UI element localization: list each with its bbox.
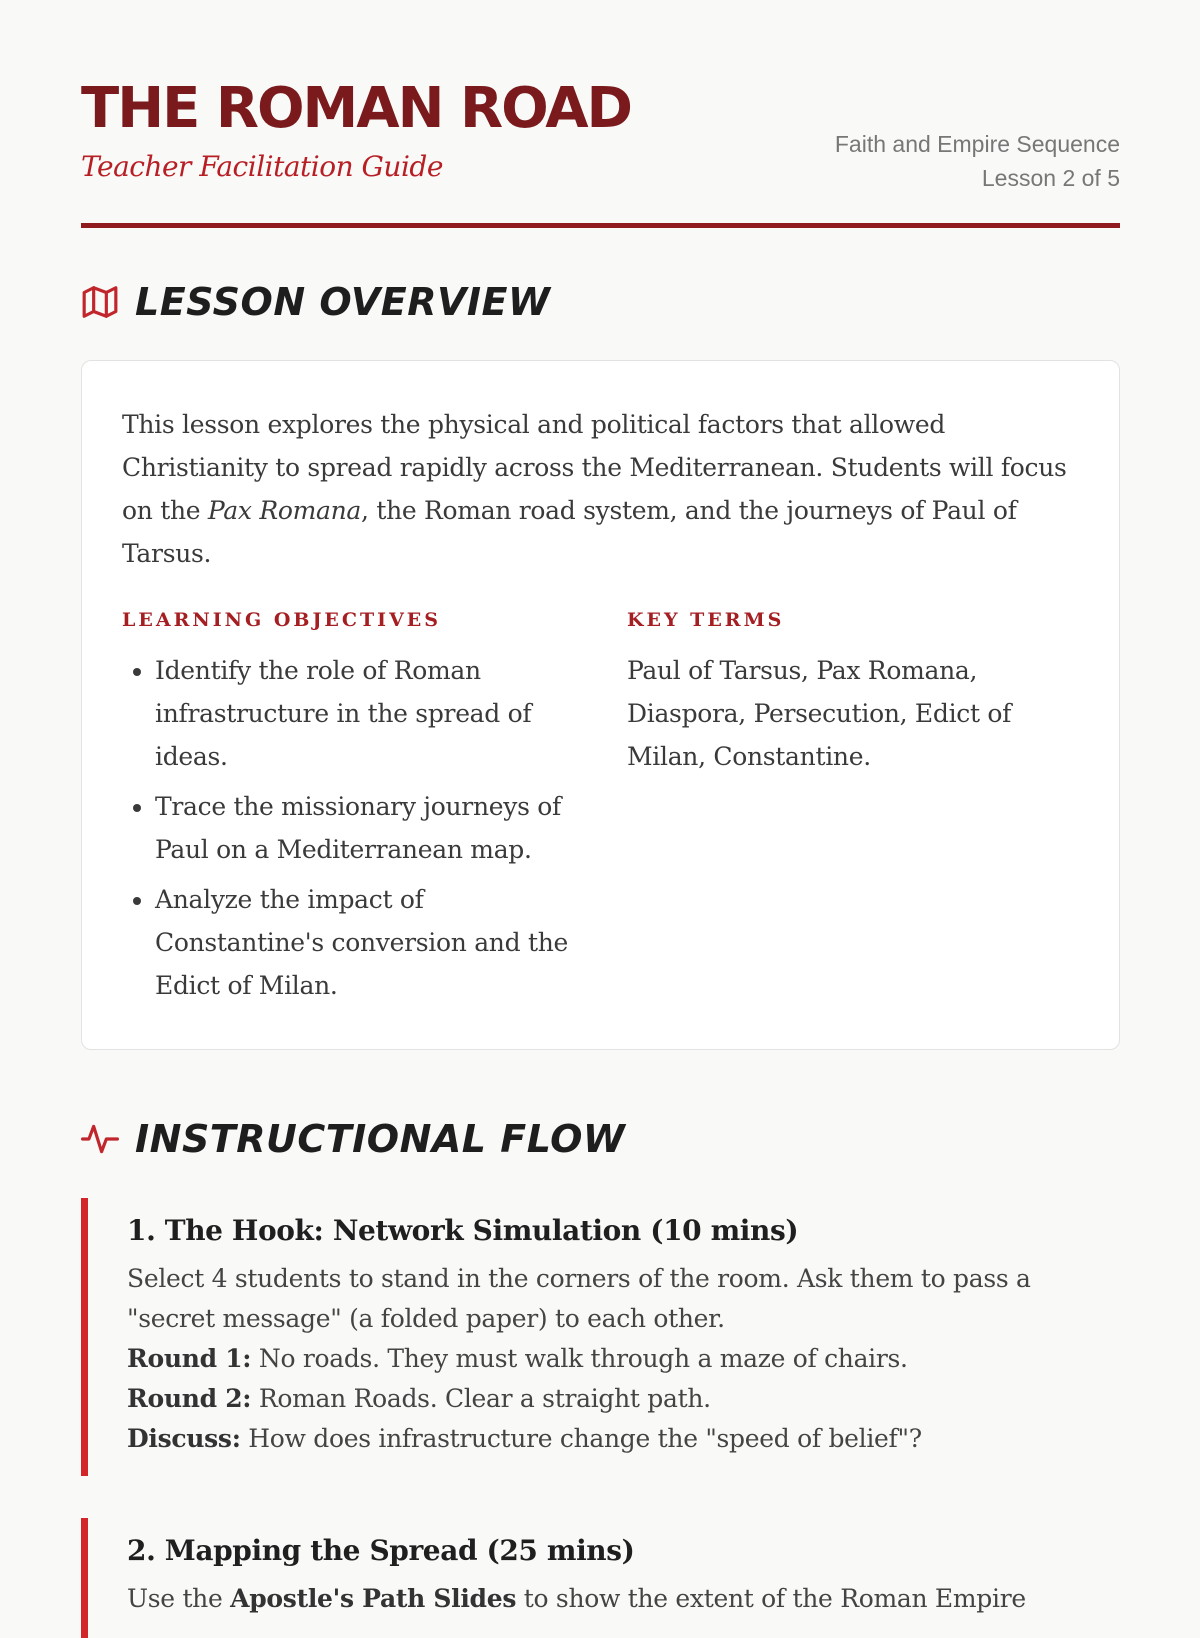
- key-terms: Paul of Tarsus, Pax Romana, Diaspora, Persecution, Edict of Milan, Constantine.: [627, 656, 1012, 771]
- round-2-label: Round 2:: [127, 1384, 252, 1413]
- map-icon: [81, 283, 119, 321]
- objective-item: • Trace the missionary journeys of Paul on a Mediterranean map.: [155, 785, 582, 871]
- round-2-text: Roman Roads. Clear a straight path.: [251, 1384, 711, 1413]
- slides-reference: Apostle's Path Slides: [230, 1584, 517, 1613]
- round-1-line: [127, 1339, 1120, 1379]
- step-text-start: Use the: [127, 1584, 231, 1613]
- round-2-line: [127, 1379, 1120, 1419]
- guide-title: THE ROMAN ROAD: [81, 76, 632, 141]
- flow-step: [81, 1518, 1120, 1638]
- discuss-line: [127, 1419, 1120, 1459]
- sequence-info: [835, 127, 1120, 195]
- lesson-guide-page: [81, 0, 1120, 1613]
- flow-title: INSTRUCTIONAL FLOW: [135, 1117, 626, 1161]
- step-intro: Select 4 students to stand in the corners of the room. Ask them to pass a "secret message" (a folded paper) to each other.: [127, 1264, 1031, 1333]
- round-1-label: Round 1:: [127, 1344, 252, 1373]
- flow-heading: [81, 1117, 625, 1161]
- overview-heading: [81, 280, 550, 324]
- overview-title: LESSON OVERVIEW: [135, 280, 551, 324]
- terms-label: KEY TERMS: [627, 609, 785, 631]
- intro-emphasis: Pax Romana: [207, 496, 362, 525]
- overview-card: [81, 360, 1120, 1050]
- intro-text-end: , the Roman road system, and the journeys of Paul of Tarsus.: [122, 496, 1017, 568]
- step-body: [127, 1579, 1120, 1619]
- intro-text-start: This lesson explores the physical and political factors that allowed Christianity to spread rapidly across the Mediterranean. Students will focus on the: [122, 410, 1067, 525]
- discuss-text: How does infrastructure change the "speed of belief"?: [240, 1424, 922, 1453]
- sequence-name: Faith and Empire Sequence: [834, 131, 1120, 157]
- objective-item: • Identify the role of Roman infrastructure in the spread of ideas.: [155, 649, 582, 778]
- terms-column: [627, 609, 1047, 778]
- step-body: [127, 1259, 1120, 1459]
- overview-intro: [122, 403, 1079, 575]
- objectives-label: LEARNING OBJECTIVES: [122, 609, 442, 631]
- guide-subtitle: Teacher Facilitation Guide: [81, 150, 443, 183]
- step-text-end: to show the extent of the Roman Empire: [516, 1584, 1026, 1613]
- objective-item: • Analyze the impact of Constantine's conversion and the Edict of Milan.: [155, 878, 582, 1007]
- guide-header: [81, 0, 1120, 228]
- lesson-number: Lesson 2 of 5: [981, 165, 1120, 191]
- discuss-label: Discuss:: [127, 1424, 241, 1453]
- flow-step: [81, 1198, 1120, 1476]
- activity-icon: [81, 1120, 119, 1158]
- objectives-list: [122, 649, 582, 1007]
- step-title: 1. The Hook: Network Simulation (10 mins): [127, 1214, 799, 1247]
- objectives-column: [122, 609, 582, 1014]
- step-title: 2. Mapping the Spread (25 mins): [127, 1534, 635, 1567]
- round-1-text: No roads. They must walk through a maze of chairs.: [251, 1344, 908, 1373]
